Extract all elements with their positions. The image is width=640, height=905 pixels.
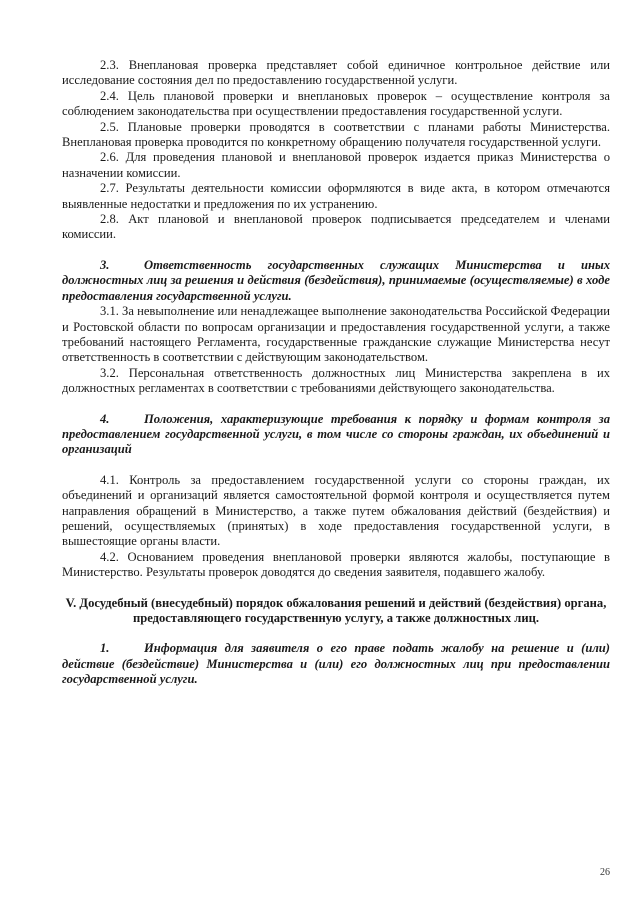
paragraph-2-4: 2.4. Цель плановой проверки и внеплановых проверок – осуществление контроля за соблюдением законодательства при осуществлении предоставления государственной услуги. bbox=[62, 88, 610, 119]
paragraph-4-2: 4.2. Основанием проведения внеплановой проверки являются жалобы, поступающие в Министерство. Результаты проверок доводятся до сведения заявителя, подавшего жалобу. bbox=[62, 549, 610, 580]
paragraph-2-7: 2.7. Результаты деятельности комиссии оформляются в виде акта, в котором отмечаются выявленные недостатки и предложения по их устранению. bbox=[62, 181, 610, 211]
section-3-heading bbox=[62, 258, 610, 304]
section-4-heading bbox=[62, 412, 610, 458]
section-4-number: 4. bbox=[100, 411, 110, 426]
section-3-number: 3. bbox=[100, 257, 110, 272]
section-5-1-heading-text: Информация для заявителя о его праве подать жалобу на решение и (или) действие (бездействие) Министерства и (или) его должностных лиц при предоставлении государственной услуги. bbox=[62, 641, 610, 687]
paragraph-3-2: 3.2. Персональная ответственность должностных лиц Министерства закреплена в их должностных регламентах в соответствии с требованиями действующего законодательства. bbox=[62, 365, 610, 396]
chapter-5-title: V. Досудебный (внесудебный) порядок обжалования решений и действий (бездействия) органа, предоставляющего государственную услугу, а также должностных лиц. bbox=[65, 595, 607, 625]
page-number: 26 bbox=[600, 867, 610, 878]
paragraph-2-5: 2.5. Плановые проверки проводятся в соответствии с планами работы Министерства. Внеплановая проверка проводится по конкретному обращению получателя государственной услуги. bbox=[62, 119, 610, 150]
section-3-heading-text: Ответственность государственных служащих Министерства и иных должностных лиц за решения и действия (бездействия), принимаемые (осуществляемые) в ходе предоставления государственной услуги. bbox=[62, 257, 610, 303]
paragraph-3-1: 3.1. За невыполнение или ненадлежащее выполнение законодательства Российской Федерации и Ростовской области по вопросам организации и предоставления государственной услуги, а также требований настоящего Регламента, государственные гражданские служащие Министерства несут ответственность в соответствии с действующим законодательством. bbox=[62, 304, 610, 365]
section-5-1-number: 1. bbox=[100, 641, 110, 656]
paragraph-4-1: 4.1. Контроль за предоставлением государственной услуги со стороны граждан, их объединений и организаций является самостоятельной формой контроля и осуществляется путем направления обращений в Министерство, а также путем обжалования действий (бездействия) и решений, осуществляемых (принятых) в ходе предоставления государственной услуги, в вышестоящие органы власти. bbox=[62, 472, 610, 549]
section-4-heading-text: Положения, характеризующие требования к порядку и формам контроля за предоставлением государственной услуги, в том числе со стороны граждан, их объединений и организаций bbox=[62, 411, 610, 457]
section-5-1-heading bbox=[62, 641, 610, 687]
document-page bbox=[62, 58, 610, 688]
paragraph-2-8: 2.8. Акт плановой и внеплановой проверок подписывается председателем и членами комиссии. bbox=[62, 212, 610, 242]
paragraph-2-6: 2.6. Для проведения плановой и внеплановой проверок издается приказ Министерства о назначении комиссии. bbox=[62, 150, 610, 180]
paragraph-2-3: 2.3. Внеплановая проверка представляет собой единичное контрольное действие или исследование состояния дел по предоставлению государственной услуги. bbox=[62, 58, 610, 88]
